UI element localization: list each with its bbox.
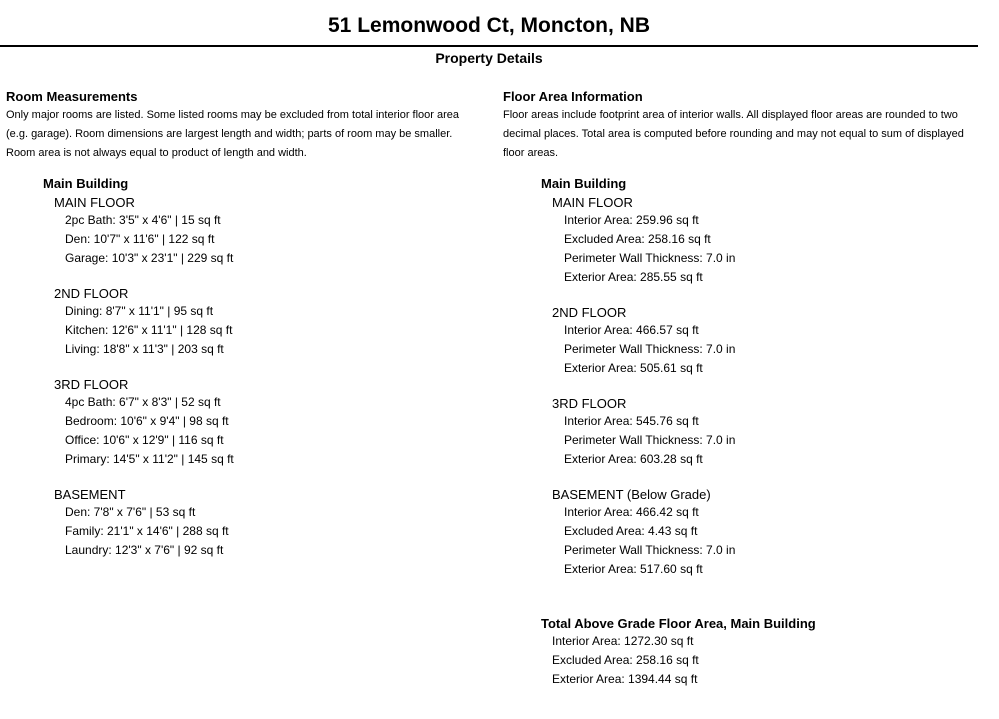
floor-title: MAIN FLOOR [54,195,135,210]
description-line: floor areas. [503,147,559,159]
description-line: Room area is not always equal to product of length and width. [6,147,307,159]
area-block-main [552,194,983,287]
floor-block-3rd [54,376,476,469]
area-line: Interior Area: 545.76 sq ft [564,414,699,428]
floor-title: 3RD FLOOR [54,377,129,392]
floor-title: 3RD FLOOR [552,396,627,411]
description-line: decimal places. Total area is computed before rounding and may not equal to sum of displayed [503,128,964,140]
room-measurements-description [6,106,476,163]
room-line: Laundry: 12'3" x 7'6" | 92 sq ft [65,543,224,557]
description-line: Only major rooms are listed. Some listed rooms may be excluded from total interior floor area [6,109,460,121]
title-divider [0,45,978,47]
room-line: Bedroom: 10'6" x 9'4" | 98 sq ft [65,414,229,428]
area-line: Perimeter Wall Thickness: 7.0 in [564,251,736,265]
area-block-2nd [552,304,983,378]
description-line: Floor areas include footprint area of interior walls. All displayed floor areas are rounded to two [503,109,958,121]
room-line: 4pc Bath: 6'7" x 8'3" | 52 sq ft [65,395,221,409]
room-line: Den: 10'7" x 11'6" | 122 sq ft [65,232,215,246]
room-line: Primary: 14'5" x 11'2" | 145 sq ft [65,452,234,466]
floor-title: 2ND FLOOR [552,305,627,320]
area-line: Interior Area: 466.57 sq ft [564,323,699,337]
floor-area-section [503,88,983,689]
area-line: Excluded Area: 258.16 sq ft [564,232,711,246]
building-heading: Main Building [541,176,627,191]
room-line: Den: 7'8" x 7'6" | 53 sq ft [65,505,196,519]
page-subtitle: Property Details [435,50,543,66]
area-line: Excluded Area: 4.43 sq ft [564,524,698,538]
building-heading: Main Building [43,176,129,191]
area-line: Perimeter Wall Thickness: 7.0 in [564,342,736,356]
total-area-line: Excluded Area: 258.16 sq ft [552,653,699,667]
floor-title: MAIN FLOOR [552,195,633,210]
room-measurements-section [6,88,476,560]
area-line: Interior Area: 259.96 sq ft [564,213,699,227]
total-area-line: Exterior Area: 1394.44 sq ft [552,672,698,686]
area-line: Exterior Area: 285.55 sq ft [564,270,703,284]
room-measurements-heading: Room Measurements [6,89,138,104]
floor-area-description [503,106,983,163]
floor-title: BASEMENT (Below Grade) [552,487,711,502]
room-line: Kitchen: 12'6" x 11'1" | 128 sq ft [65,323,233,337]
room-line: Garage: 10'3" x 23'1" | 229 sq ft [65,251,234,265]
room-line: Office: 10'6" x 12'9" | 116 sq ft [65,433,224,447]
area-line: Perimeter Wall Thickness: 7.0 in [564,433,736,447]
room-line: 2pc Bath: 3'5" x 4'6" | 15 sq ft [65,213,221,227]
room-line: Family: 21'1" x 14'6" | 288 sq ft [65,524,229,538]
total-area-line: Interior Area: 1272.30 sq ft [552,634,694,648]
floor-block-main [54,194,476,268]
floor-block-2nd [54,285,476,359]
description-line: (e.g. garage). Room dimensions are largest length and width; parts of room may be smaller. [6,128,453,140]
floor-block-basement [54,486,476,560]
area-line: Perimeter Wall Thickness: 7.0 in [564,543,736,557]
floor-title: 2ND FLOOR [54,286,129,301]
area-block-3rd [552,395,983,469]
area-line: Exterior Area: 505.61 sq ft [564,361,703,375]
floor-title: BASEMENT [54,487,126,502]
page-title: 51 Lemonwood Ct, Moncton, NB [328,14,650,37]
area-line: Exterior Area: 603.28 sq ft [564,452,703,466]
floor-area-heading: Floor Area Information [503,89,643,104]
area-line: Exterior Area: 517.60 sq ft [564,562,703,576]
area-line: Interior Area: 466.42 sq ft [564,505,699,519]
room-line: Living: 18'8" x 11'3" | 203 sq ft [65,342,224,356]
room-line: Dining: 8'7" x 11'1" | 95 sq ft [65,304,214,318]
total-area-heading: Total Above Grade Floor Area, Main Building [541,616,816,631]
area-block-basement [552,486,983,579]
